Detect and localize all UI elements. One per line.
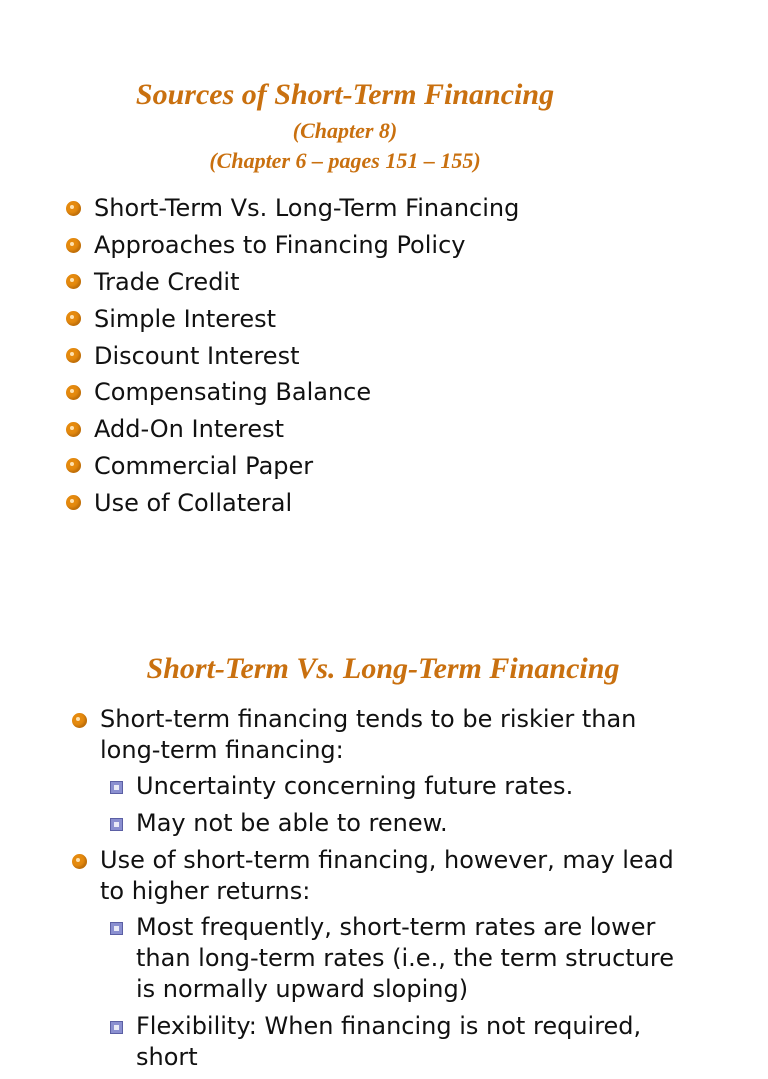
- square-bullet-icon: [110, 781, 123, 794]
- list-item: [72, 845, 692, 907]
- list-item: [66, 374, 519, 411]
- bullet-icon: [72, 713, 87, 728]
- sub-list-item: [110, 771, 692, 802]
- slide-2-title: Short-Term Vs. Long-Term Financing: [146, 652, 620, 685]
- slide-1-subtitle-pages: (Chapter 6 – pages 151 – 155): [209, 148, 481, 173]
- slide-1-subtitle-chapter: (Chapter 8): [292, 118, 398, 143]
- list-item: [66, 484, 519, 521]
- list-item-text: Use of Collateral: [94, 488, 293, 517]
- point-list: [72, 704, 692, 1079]
- bullet-icon: [66, 422, 81, 437]
- list-item-text: Commercial Paper: [94, 451, 314, 480]
- sub-list-item: [110, 808, 692, 839]
- topic-list: [66, 190, 519, 521]
- bullet-icon: [66, 311, 81, 326]
- list-item-text: Discount Interest: [94, 341, 300, 370]
- sub-list-item: [110, 1011, 692, 1073]
- list-item-text: Trade Credit: [94, 267, 240, 296]
- bullet-icon: [66, 238, 81, 253]
- sub-point-text: Uncertainty concerning future rates.: [136, 772, 574, 800]
- list-item-text: Add-On Interest: [94, 415, 285, 444]
- list-item: [66, 448, 519, 485]
- list-item-text: Simple Interest: [94, 304, 277, 333]
- list-item-text: Approaches to Financing Policy: [94, 231, 466, 260]
- list-item: [66, 300, 519, 337]
- list-item-text: Compensating Balance: [94, 378, 372, 407]
- slide-2: [0, 580, 768, 1071]
- list-item: [66, 190, 519, 227]
- bullet-icon: [66, 201, 81, 216]
- slide-1-title: Sources of Short-Term Financing: [135, 78, 555, 111]
- bullet-icon: [72, 854, 87, 869]
- square-bullet-icon: [110, 1021, 123, 1034]
- bullet-icon: [66, 274, 81, 289]
- list-item: [66, 227, 519, 264]
- sub-point-text: Flexibility: When financing is not required, short: [136, 1012, 642, 1071]
- list-item-text: Short-Term Vs. Long-Term Financing: [94, 194, 520, 223]
- bullet-icon: [66, 348, 81, 363]
- sub-point-text: May not be able to renew.: [136, 809, 448, 837]
- point-text: Short-term financing tends to be riskier than long-term financing:: [100, 705, 637, 764]
- square-bullet-icon: [110, 922, 123, 935]
- list-item: [72, 704, 692, 766]
- bullet-icon: [66, 385, 81, 400]
- sub-list-item: [110, 912, 692, 1005]
- square-bullet-icon: [110, 818, 123, 831]
- list-item: [66, 337, 519, 374]
- sub-point-text: Most frequently, short-term rates are lower than long-term rates (i.e., the term structure is normally upward sloping): [136, 913, 675, 1003]
- bullet-icon: [66, 495, 81, 510]
- list-item: [66, 411, 519, 448]
- point-text: Use of short-term financing, however, may lead to higher returns:: [100, 846, 674, 905]
- list-item: [66, 264, 519, 301]
- bullet-icon: [66, 458, 81, 473]
